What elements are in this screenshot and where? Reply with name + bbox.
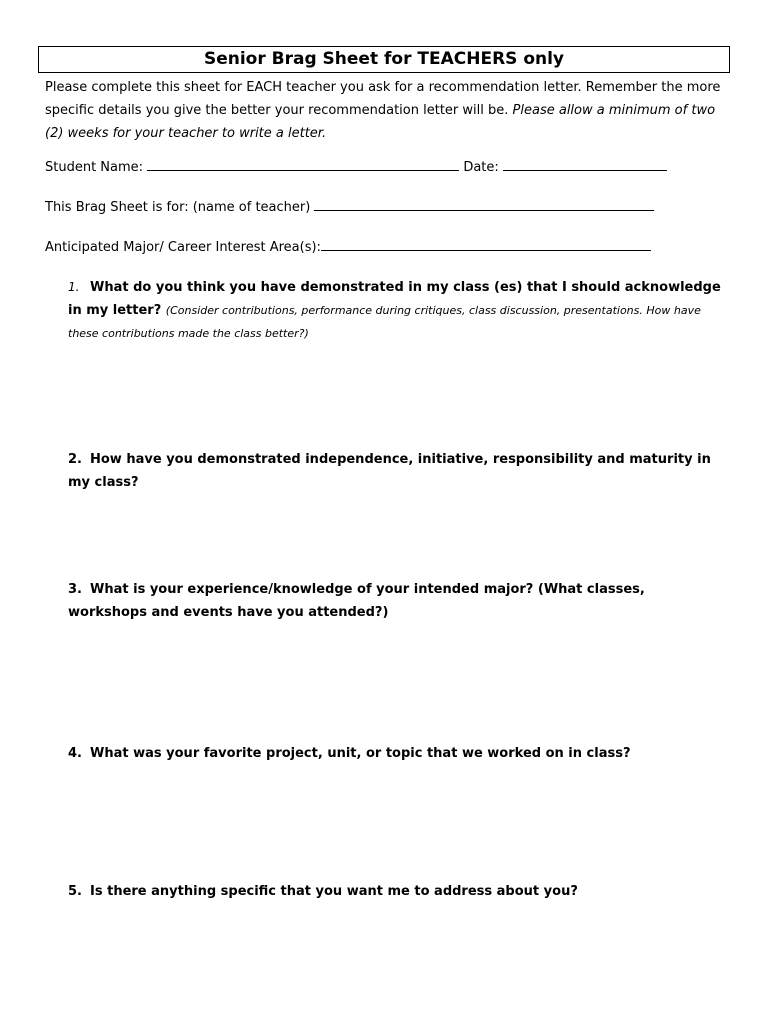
- question-number: 3.: [68, 582, 82, 597]
- instructions: [45, 76, 735, 145]
- student-name-row: [45, 158, 667, 177]
- teacher-name-field[interactable]: [314, 198, 654, 211]
- page-title: Senior Brag Sheet for TEACHERS only: [38, 46, 730, 73]
- student-name-field[interactable]: [147, 158, 459, 171]
- question-text: What do you think you have demonstrated in my class (es) that I should acknowledge in my letter?: [68, 280, 721, 318]
- question-3: [68, 578, 728, 624]
- question-text: What is your experience/knowledge of your intended major? (What classes, workshops and events have you attended?): [68, 582, 645, 620]
- instructions-deadline: Please allow a minimum of two (2) weeks for your teacher to write a letter.: [45, 103, 716, 141]
- instructions-text: Please complete this sheet for EACH teacher you ask for a recommendation letter. Remember the more specific details you give the better your recommendation letter will be.: [45, 80, 721, 118]
- question-text: Is there anything specific that you want me to address about you?: [90, 884, 578, 899]
- question-text: How have you demonstrated independence, initiative, responsibility and maturity in my class?: [68, 452, 711, 490]
- question-2: [68, 448, 728, 494]
- teacher-row: [45, 198, 654, 217]
- question-text: What was your favorite project, unit, or topic that we worked on in class?: [90, 746, 631, 761]
- student-name-label: Student Name:: [45, 160, 144, 175]
- question-hint: (Consider contributions, performance during critiques, class discussion, presentations. How have these contributions made the class better?): [68, 304, 701, 340]
- question-1: [68, 276, 728, 345]
- teacher-label: This Brag Sheet is for: (name of teacher): [45, 200, 311, 215]
- date-label: Date:: [463, 160, 499, 175]
- major-label: Anticipated Major/ Career Interest Area(s):: [45, 240, 321, 255]
- question-number: 2.: [68, 452, 82, 467]
- question-number: 5.: [68, 884, 82, 899]
- question-number: 4.: [68, 746, 82, 761]
- major-field[interactable]: [321, 238, 651, 251]
- major-row: [45, 238, 651, 257]
- date-field[interactable]: [503, 158, 667, 171]
- question-5: [68, 880, 728, 903]
- question-4: [68, 742, 728, 765]
- question-number: 1.: [68, 280, 80, 294]
